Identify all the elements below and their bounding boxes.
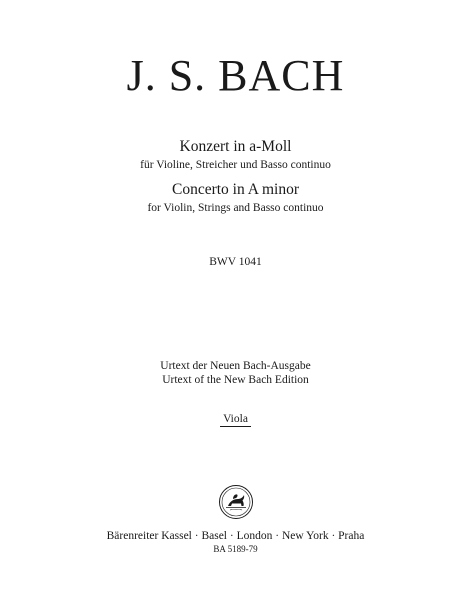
- work-subtitle-english: for Violin, Strings and Basso continuo: [147, 202, 324, 214]
- instrument-underline: [220, 426, 251, 427]
- urtext-label-german: Urtext der Neuen Bach-Ausgabe: [160, 360, 311, 372]
- catalog-number: BA 5189-79: [213, 544, 258, 554]
- baerenreiter-seal-icon: [218, 484, 254, 520]
- publisher-line: Bärenreiter Kassel · Basel · London · New York · Praha: [106, 530, 365, 542]
- work-subtitle-german: für Violine, Streicher und Basso continuo: [140, 159, 331, 171]
- work-title-english: Concerto in A minor: [171, 181, 299, 198]
- bwv-number: BWV 1041: [209, 256, 262, 268]
- urtext-label-english: Urtext of the New Bach Edition: [162, 374, 309, 386]
- instrument-part-label: Viola: [223, 413, 248, 425]
- composer-name: J. S. BACH: [126, 51, 345, 100]
- work-title-german: Konzert in a-Moll: [179, 138, 292, 155]
